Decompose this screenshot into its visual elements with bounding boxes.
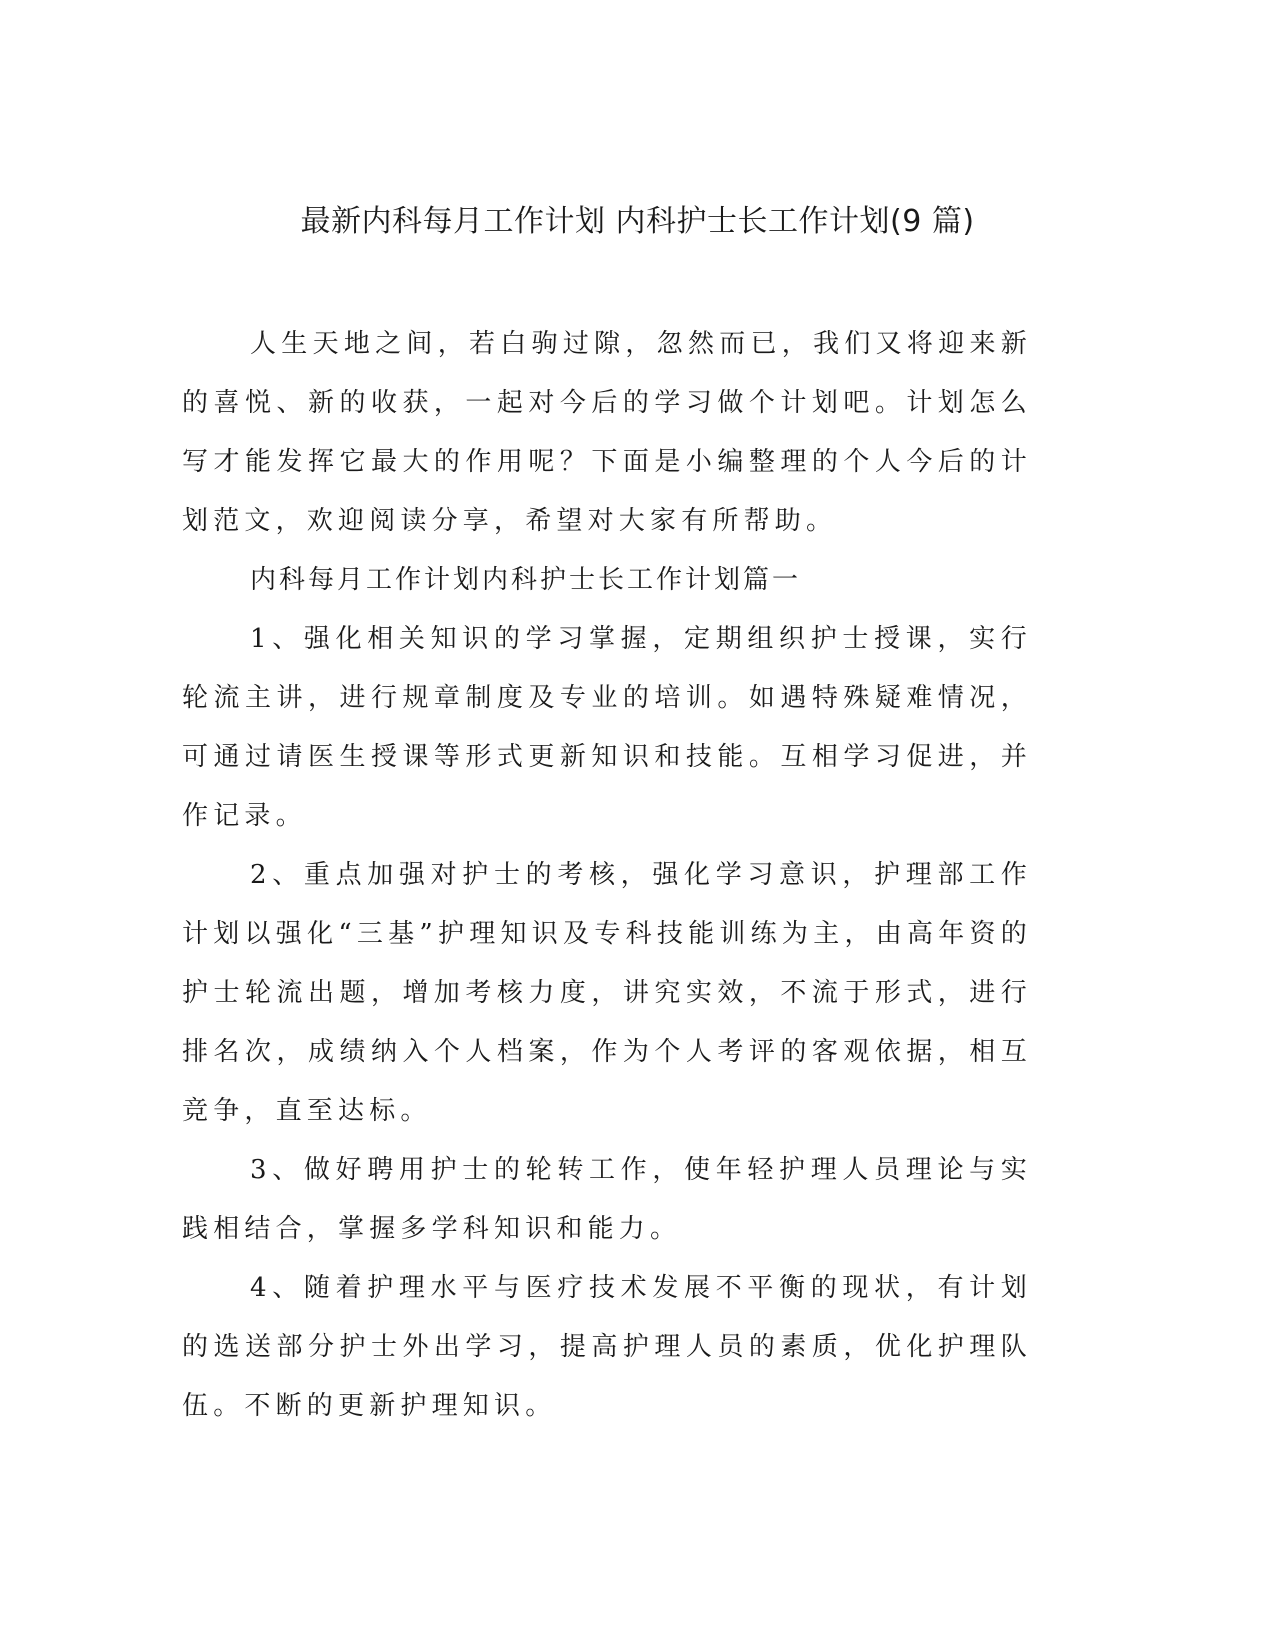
plan-item-1: 1、强化相关知识的学习掌握，定期组织护士授课，实行轮流主讲，进行规章制度及专业的培训。如遇特殊疑难情况，可通过请医生授课等形式更新知识和技能。互相学习促进，并作记录。 (182, 624, 1032, 831)
document-body (182, 315, 1032, 1436)
plan-item-3: 3、做好聘用护士的轮转工作，使年轻护理人员理论与实践相结合，掌握多学科知识和能力。 (182, 1155, 1032, 1244)
intro-paragraph: 人生天地之间，若白驹过隙，忽然而已，我们又将迎来新的喜悦、新的收获，一起对今后的学习做个计划吧。计划怎么写才能发挥它最大的作用呢？下面是小编整理的个人今后的计划范文，欢迎阅读分享，希望对大家有所帮助。 (182, 329, 1032, 536)
plan-item-4: 4、随着护理水平与医疗技术发展不平衡的现状，有计划的选送部分护士外出学习，提高护理人员的素质，优化护理队伍。不断的更新护理知识。 (182, 1273, 1032, 1421)
plan-item-2: 2、重点加强对护士的考核，强化学习意识，护理部工作计划以强化“三基”护理知识及专科技能训练为主，由高年资的护士轮流出题，增加考核力度，讲究实效，不流于形式，进行排名次，成绩纳入个人档案，作为个人考评的客观依据，相互竞争，直至达标。 (182, 860, 1032, 1126)
document-title: 最新内科每月工作计划 内科护士长工作计划(9 篇) (300, 204, 975, 239)
section-heading: 内科每月工作计划内科护士长工作计划篇一 (250, 565, 802, 595)
